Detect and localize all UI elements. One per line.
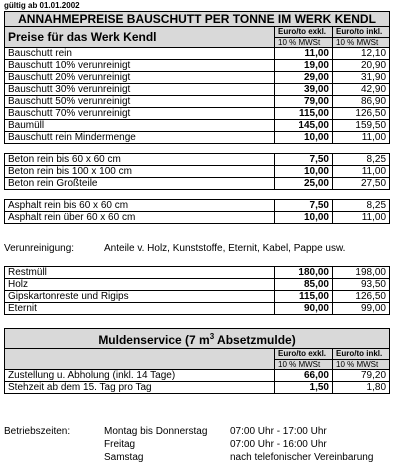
- header-row: [5, 27, 390, 38]
- price-incl: 1,80: [333, 382, 390, 394]
- valid-from: gültig ab 01.01.2002: [4, 1, 80, 10]
- spacer-row: [5, 144, 390, 154]
- row-label: Stehzeit ab dem 15. Tag pro Tag: [5, 382, 275, 394]
- row-label: Bauschutt rein Mindermenge: [5, 132, 275, 144]
- mulden-title-sup: 3: [209, 332, 215, 341]
- table-row: [5, 72, 390, 84]
- row-label: Bauschutt 70% verunreinigt: [5, 108, 275, 120]
- row-label: Asphalt rein bis 60 x 60 cm: [5, 200, 275, 212]
- price-excl: 90,00: [275, 303, 333, 315]
- mulden-title-row: [5, 329, 390, 349]
- row-label: Bauschutt 30% verunreinigt: [5, 84, 275, 96]
- price-incl: 11,00: [333, 166, 390, 178]
- row-label: Baumüll: [5, 120, 275, 132]
- price-incl: 11,00: [333, 212, 390, 224]
- price-excl: 29,00: [275, 72, 333, 84]
- price-excl: 66,00: [275, 370, 333, 382]
- table-row: [5, 166, 390, 178]
- mulden-col-header-excl-sub: 10 % MWSt: [275, 359, 333, 370]
- table-row: [5, 178, 390, 190]
- price-incl: 8,25: [333, 200, 390, 212]
- mulden-table: [4, 328, 390, 394]
- row-label: Beton rein bis 60 x 60 cm: [5, 154, 275, 166]
- table-row: [5, 279, 390, 291]
- table-title: ANNAHMEPREISE BAUSCHUTT PER TONNE IM WERK KENDL: [5, 12, 390, 27]
- mulden-title-b: Absetzmulde): [214, 333, 296, 347]
- waste-table: [4, 266, 390, 315]
- price-excl: 180,00: [275, 267, 333, 279]
- price-incl: 42,90: [333, 84, 390, 96]
- row-label: Bauschutt 10% verunreinigt: [5, 60, 275, 72]
- table-row: [5, 200, 390, 212]
- hours-label: Betriebszeiten:: [4, 426, 71, 437]
- row-label: Gipskartonreste und Rigips: [5, 291, 275, 303]
- hours-day-1: Freitag: [104, 439, 136, 450]
- table-row: [5, 370, 390, 382]
- price-excl: 7,50: [275, 200, 333, 212]
- price-excl: 7,50: [275, 154, 333, 166]
- table-row: [5, 154, 390, 166]
- table-row: [5, 303, 390, 315]
- price-excl: 79,00: [275, 96, 333, 108]
- price-excl: 115,00: [275, 291, 333, 303]
- mulden-header-row: [5, 349, 390, 360]
- row-label: Bauschutt rein: [5, 48, 275, 60]
- hours-day-2: Samstag: [104, 452, 144, 463]
- row-label: Bauschutt 20% verunreinigt: [5, 72, 275, 84]
- col-header-excl-sub: 10 % MWSt: [275, 37, 333, 48]
- price-incl: 8,25: [333, 154, 390, 166]
- mulden-title: [5, 329, 390, 349]
- mulden-title-a: Muldenservice (7 m: [98, 333, 210, 347]
- table-row: [5, 382, 390, 394]
- col-header-excl: Euro/to exkl.: [275, 27, 333, 38]
- table-row: [5, 60, 390, 72]
- row-label: Beton rein bis 100 x 100 cm: [5, 166, 275, 178]
- price-table: [4, 11, 390, 224]
- row-label: Beton rein Großteile: [5, 178, 275, 190]
- price-incl: 99,00: [333, 303, 390, 315]
- price-incl: 159,50: [333, 120, 390, 132]
- price-excl: 10,00: [275, 212, 333, 224]
- price-excl: 11,00: [275, 48, 333, 60]
- mulden-col-header-excl: Euro/to exkl.: [275, 349, 333, 360]
- price-incl: 27,50: [333, 178, 390, 190]
- table-title-row: [5, 12, 390, 27]
- hours-day-0: Montag bis Donnerstag: [104, 426, 208, 437]
- table-row: [5, 108, 390, 120]
- hours-time-1: 07:00 Uhr - 16:00 Uhr: [230, 439, 327, 450]
- price-incl: 126,50: [333, 108, 390, 120]
- mulden-col-header-incl-sub: 10 % MWSt: [333, 359, 390, 370]
- price-excl: 115,00: [275, 108, 333, 120]
- price-incl: 12,10: [333, 48, 390, 60]
- price-excl: 10,00: [275, 132, 333, 144]
- contamination-label: Verunreinigung:: [4, 243, 75, 254]
- row-label: Holz: [5, 279, 275, 291]
- price-incl: 86,90: [333, 96, 390, 108]
- table-row: [5, 84, 390, 96]
- price-excl: 145,00: [275, 120, 333, 132]
- price-excl: 85,00: [275, 279, 333, 291]
- price-excl: 19,00: [275, 60, 333, 72]
- table-row: [5, 212, 390, 224]
- price-incl: 93,50: [333, 279, 390, 291]
- hours-time-2: nach telefonischer Vereinbarung: [230, 452, 374, 463]
- row-label: Eternit: [5, 303, 275, 315]
- table-row: [5, 120, 390, 132]
- price-incl: 126,50: [333, 291, 390, 303]
- hours-time-0: 07:00 Uhr - 17:00 Uhr: [230, 426, 327, 437]
- table-row: [5, 291, 390, 303]
- table-row: [5, 48, 390, 60]
- row-label: Zustellung u. Abholung (inkl. 14 Tage): [5, 370, 275, 382]
- mulden-header-blank: [5, 349, 275, 370]
- subtitle: Preise für das Werk Kendl: [5, 27, 275, 48]
- table-row: [5, 132, 390, 144]
- mulden-col-header-incl: Euro/to inkl.: [333, 349, 390, 360]
- price-incl: 20,90: [333, 60, 390, 72]
- table-row: [5, 267, 390, 279]
- col-header-incl: Euro/to inkl.: [333, 27, 390, 38]
- price-incl: 79,20: [333, 370, 390, 382]
- col-header-incl-sub: 10 % MWSt: [333, 37, 390, 48]
- price-incl: 198,00: [333, 267, 390, 279]
- row-label: Restmüll: [5, 267, 275, 279]
- spacer-row: [5, 190, 390, 200]
- table-row: [5, 96, 390, 108]
- price-excl: 25,00: [275, 178, 333, 190]
- price-excl: 39,00: [275, 84, 333, 96]
- contamination-text: Anteile v. Holz, Kunststoffe, Eternit, Kabel, Pappe usw.: [104, 243, 346, 254]
- row-label: Bauschutt 50% verunreinigt: [5, 96, 275, 108]
- price-excl: 10,00: [275, 166, 333, 178]
- row-label: Asphalt rein über 60 x 60 cm: [5, 212, 275, 224]
- price-incl: 31,90: [333, 72, 390, 84]
- price-excl: 1,50: [275, 382, 333, 394]
- price-incl: 11,00: [333, 132, 390, 144]
